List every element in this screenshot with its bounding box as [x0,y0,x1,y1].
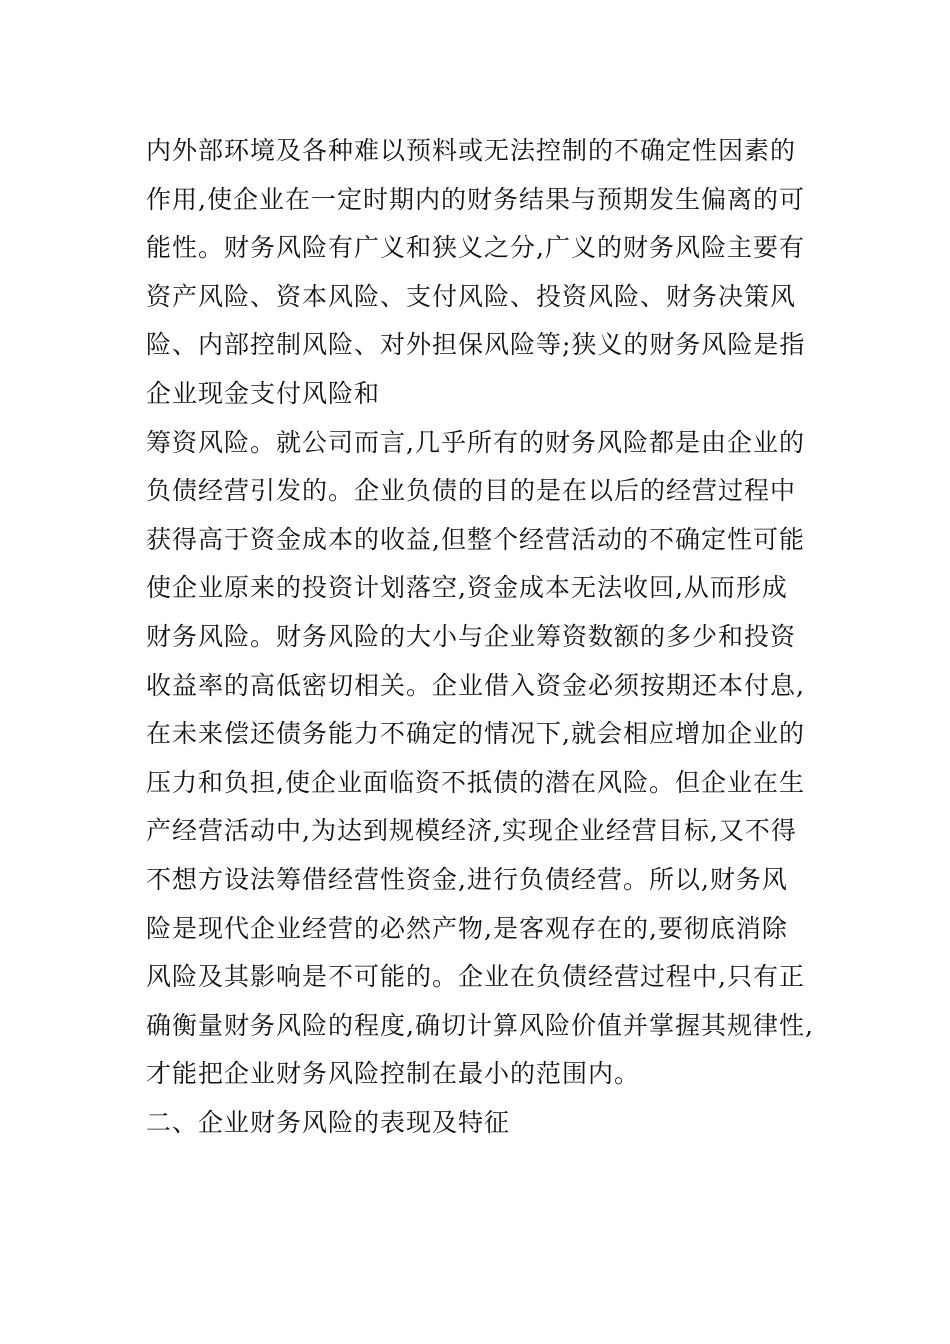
text-line: 在未来偿还债务能力不确定的情况下,就会相应增加企业的 [146,719,805,749]
text-line: 内外部环境及各种难以预料或无法控制的不确定性因素的 [146,136,797,165]
text-line: 风险及其影响是不可能的。企业在负债经营过程中,只有正 [146,962,805,992]
text-line: 才能把企业财务风险控制在最小的范围内。 [146,1059,641,1089]
text-line: 作用,使企业在一定时期内的财务结果与预期发生偏离的可 [146,184,805,214]
text-line: 险、内部控制风险、对外担保风险等;狭义的财务风险是指 [146,330,806,360]
text-line: 不想方设法筹借经营性资金,进行负债经营。所以,财务风 [146,864,788,894]
section-heading: 二、企业财务风险的表现及特征 [146,1107,511,1137]
body-text [146,127,826,1147]
text-line: 负债经营引发的。企业负债的目的是在以后的经营过程中 [146,476,797,506]
text-line: 产经营活动中,为达到规模经济,实现企业经营目标,又不得 [146,816,797,846]
text-line: 确衡量财务风险的程度,确切计算风险价值并掌握其规律性, [146,1010,814,1040]
text-line: 收益率的高低密切相关。企业借入资金必须按期还本付息, [146,670,805,700]
text-line: 险是现代企业经营的必然产物,是客观存在的,要彻底消除 [146,913,788,943]
text-line: 使企业原来的投资计划落空,资金成本无法收回,从而形成 [146,573,788,603]
text-line: 财务风险。财务风险的大小与企业筹资数额的多少和投资 [146,621,797,651]
text-line: 压力和负担,使企业面临资不抵债的潜在风险。但企业在生 [146,767,805,797]
text-line: 获得高于资金成本的收益,但整个经营活动的不确定性可能 [146,524,805,554]
text-line: 资产风险、资本风险、支付风险、投资风险、财务决策风 [146,281,797,311]
text-line: 筹资风险。就公司而言,几乎所有的财务风险都是由企业的 [146,427,805,457]
text-line: 能性。财务风险有广义和狭义之分,广义的财务风险主要有 [146,233,805,263]
text-line: 企业现金支付风险和 [146,378,381,408]
